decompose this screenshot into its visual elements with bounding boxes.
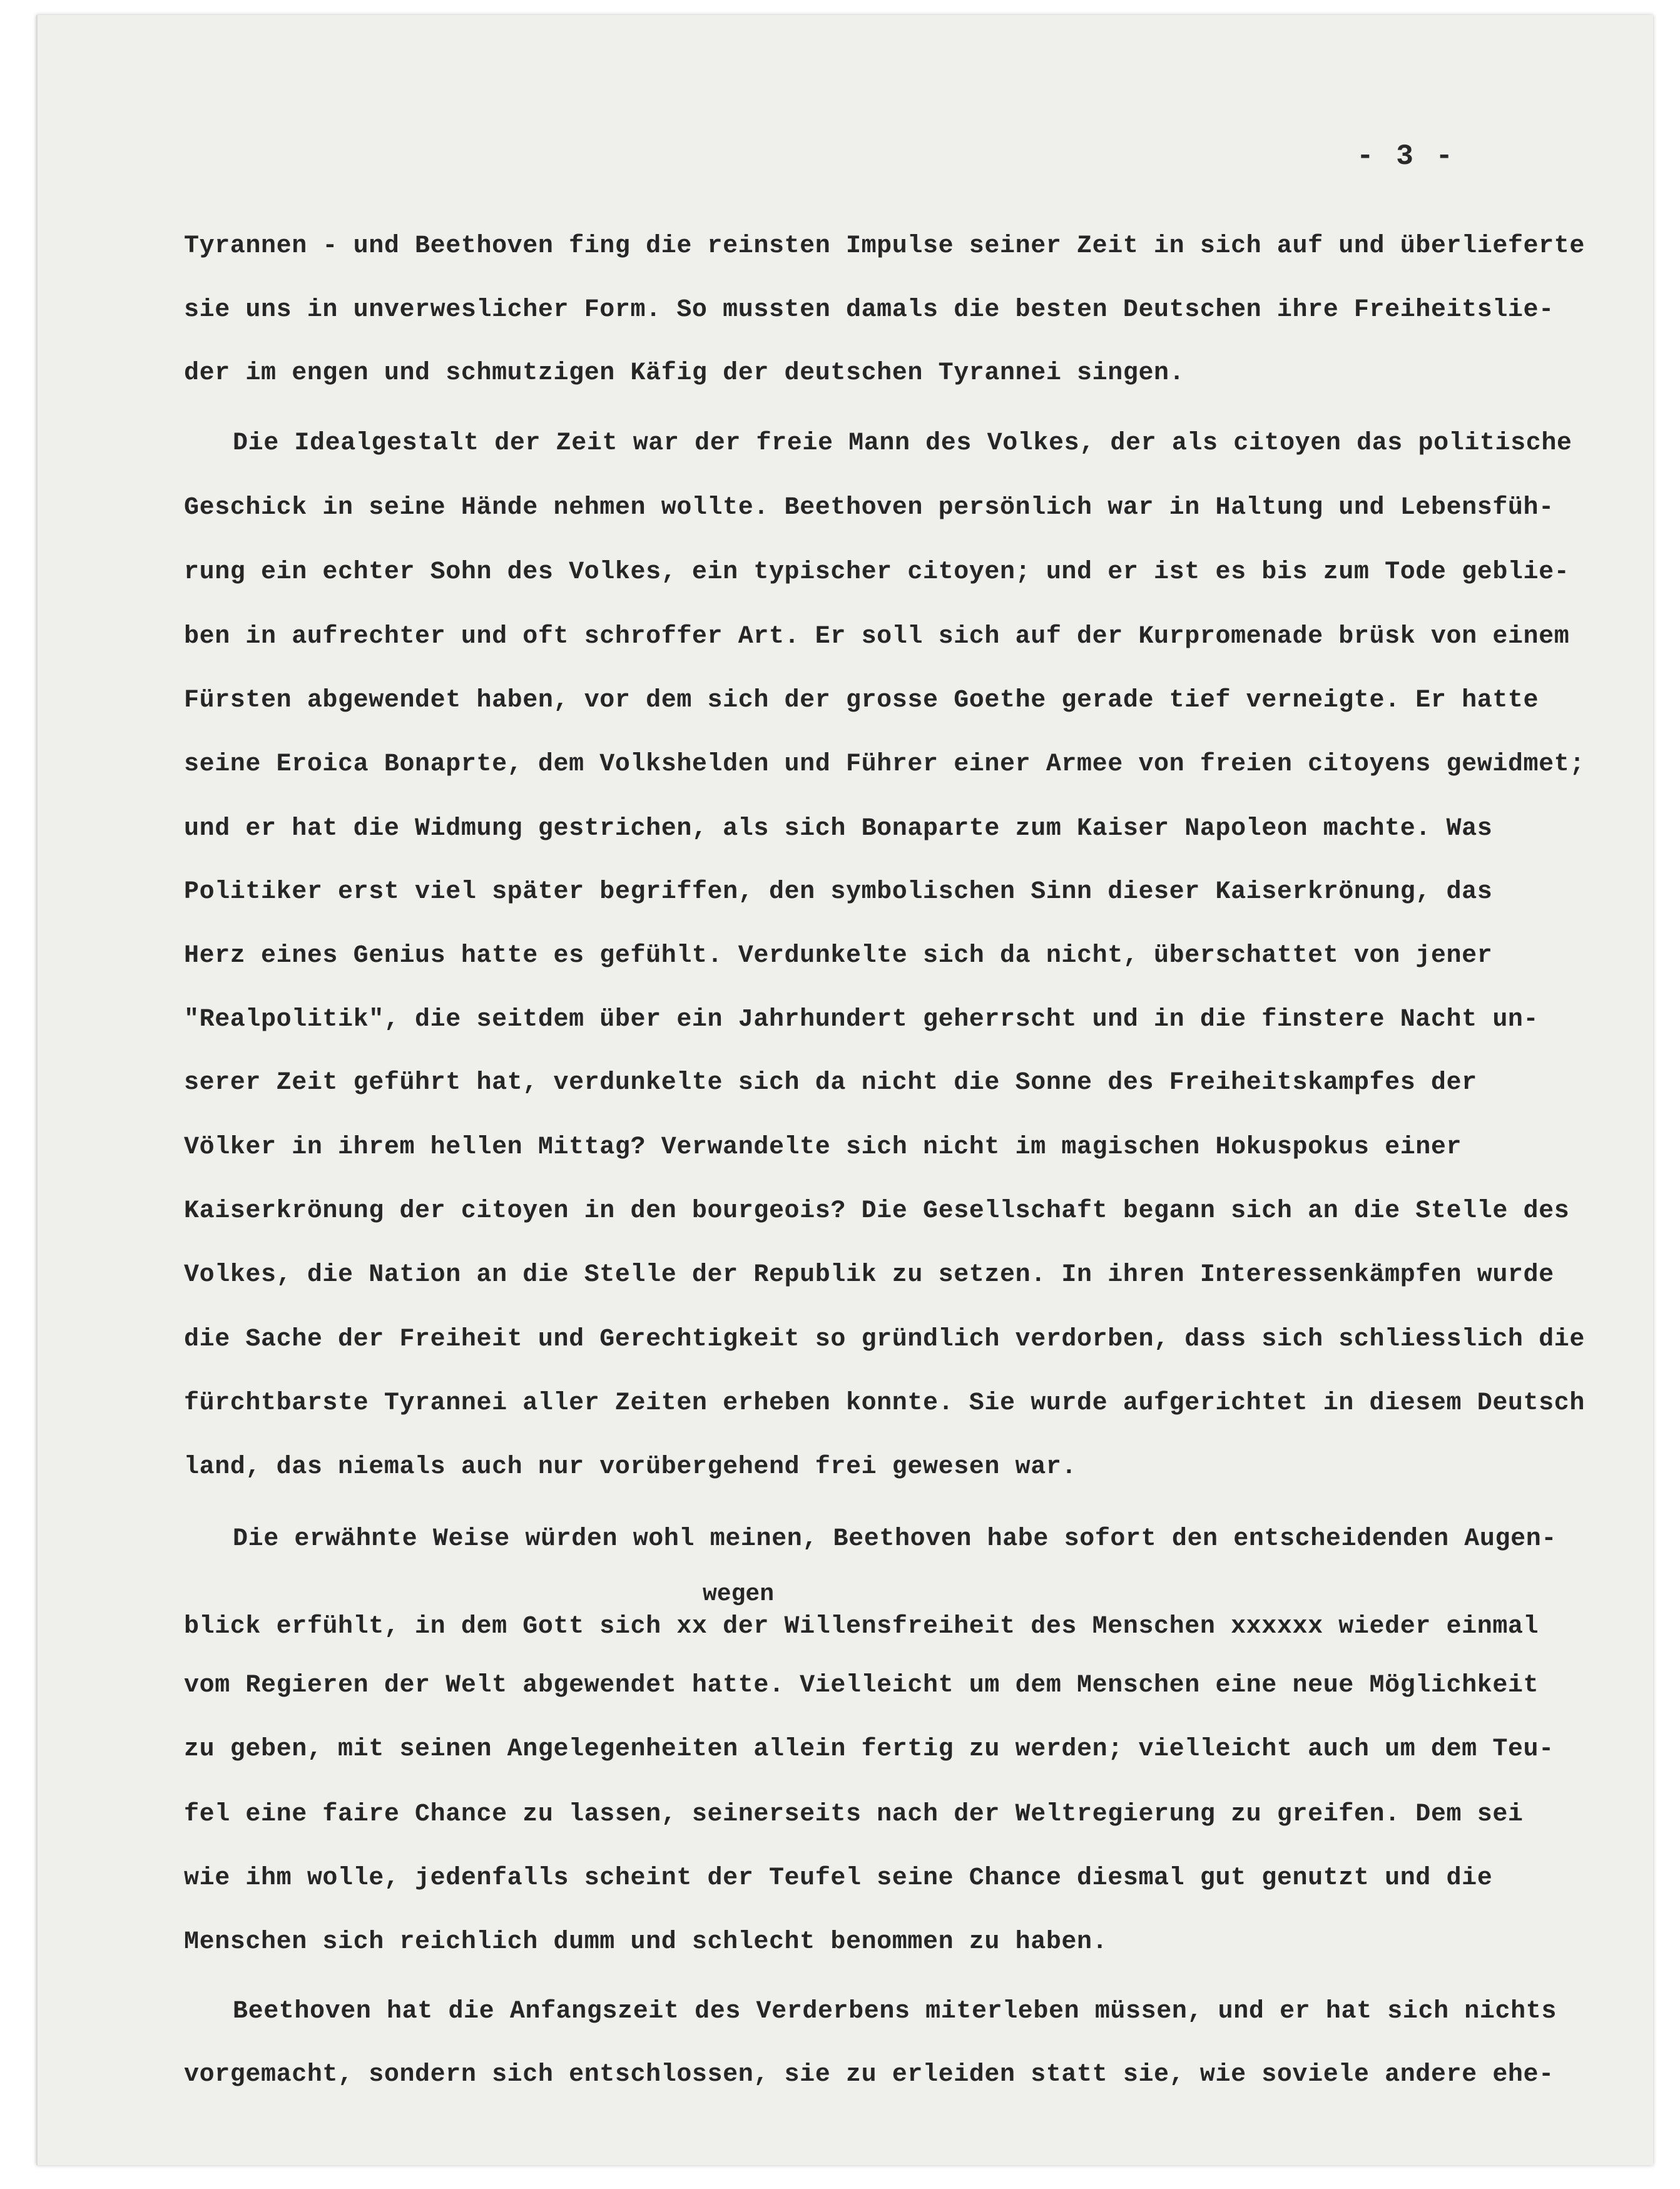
text-line: Volkes, die Nation an die Stelle der Republik zu setzen. In ihren Interessenkämpfen wurde (184, 1261, 1554, 1289)
text-line: Die Idealgestalt der Zeit war der freie Mann des Volkes, der als citoyen das politische (233, 429, 1572, 457)
text-line: fel eine faire Chance zu lassen, seinerseits nach der Weltregierung zu greifen. Dem sei (184, 1800, 1524, 1829)
text-line: wie ihm wolle, jedenfalls scheint der Teufel seine Chance diesmal gut genutzt und die (184, 1864, 1493, 1892)
text-line: Tyrannen - und Beethoven fing die reinsten Impulse seiner Zeit in sich auf und überlieferte (184, 232, 1585, 260)
text-line: Beethoven hat die Anfangszeit des Verderbens miterleben müssen, und er hat sich nichts (233, 1998, 1557, 2026)
text-line: zu geben, mit seinen Angelegenheiten allein fertig zu werden; vielleicht auch um dem Teu- (184, 1735, 1554, 1763)
document-page (36, 15, 1653, 2165)
text-line: blick erfühlt, in dem Gott sich xx der Willensfreiheit des Menschen xxxxxx wieder einmal (184, 1613, 1539, 1641)
text-line: rung ein echter Sohn des Volkes, ein typischer citoyen; und er ist es bis zum Tode geblie- (184, 558, 1570, 586)
text-line: vom Regieren der Welt abgewendet hatte. Vielleicht um dem Menschen eine neue Möglichkeit (184, 1671, 1539, 1700)
text-line: Herz eines Genius hatte es gefühlt. Verdunkelte sich da nicht, überschattet von jener (184, 942, 1493, 970)
text-line: fürchtbarste Tyrannei aller Zeiten erheben konnte. Sie wurde aufgerichtet in diesem Deutsch (184, 1389, 1585, 1417)
text-line: land, das niemals auch nur vorübergehend frei gewesen war. (184, 1453, 1077, 1481)
text-line: vorgemacht, sondern sich entschlossen, sie zu erleiden statt sie, wie soviele andere ehe- (184, 2061, 1554, 2089)
text-line: Menschen sich reichlich dumm und schlecht benommen zu haben. (184, 1928, 1108, 1956)
text-line: Fürsten abgewendet haben, vor dem sich der grosse Goethe gerade tief verneigte. Er hatte (184, 686, 1539, 715)
text-line: seine Eroica Bonaprte, dem Volkshelden und Führer einer Armee von freien citoyens gewidmet; (184, 750, 1585, 778)
page-number: - 3 - (1357, 140, 1456, 173)
text-line: Völker in ihrem hellen Mittag? Verwandelte sich nicht im magischen Hokuspokus einer (184, 1133, 1462, 1161)
text-line: der im engen und schmutzigen Käfig der deutschen Tyrannei singen. (184, 359, 1185, 387)
text-line: "Realpolitik", die seitdem über ein Jahrhundert geherrscht und in die finstere Nacht un- (184, 1006, 1539, 1034)
text-line: Politiker erst viel später begriffen, den symbolischen Sinn dieser Kaiserkrönung, das (184, 878, 1493, 906)
text-line: Geschick in seine Hände nehmen wollte. Beethoven persönlich war in Haltung und Lebensfüh- (184, 494, 1554, 522)
text-line: die Sache der Freiheit und Gerechtigkeit so gründlich verdorben, dass sich schliesslich die (184, 1325, 1585, 1354)
text-line: sie uns in unverweslicher Form. So mussten damals die besten Deutschen ihre Freiheitslie- (184, 296, 1554, 324)
handwritten-insertion: wegen (703, 1581, 775, 1608)
text-line: Die erwähnte Weise würden wohl meinen, Beethoven habe sofort den entscheidenden Augen- (233, 1525, 1557, 1553)
text-line: Kaiserkrönung der citoyen in den bourgeois? Die Gesellschaft begann sich an die Stelle des (184, 1197, 1570, 1225)
text-line: serer Zeit geführt hat, verdunkelte sich da nicht die Sonne des Freiheitskampfes der (184, 1069, 1477, 1097)
text-line: und er hat die Widmung gestrichen, als sich Bonaparte zum Kaiser Napoleon machte. Was (184, 815, 1493, 843)
text-line: ben in aufrechter und oft schroffer Art. Er soll sich auf der Kurpromenade brüsk von einem (184, 623, 1570, 651)
